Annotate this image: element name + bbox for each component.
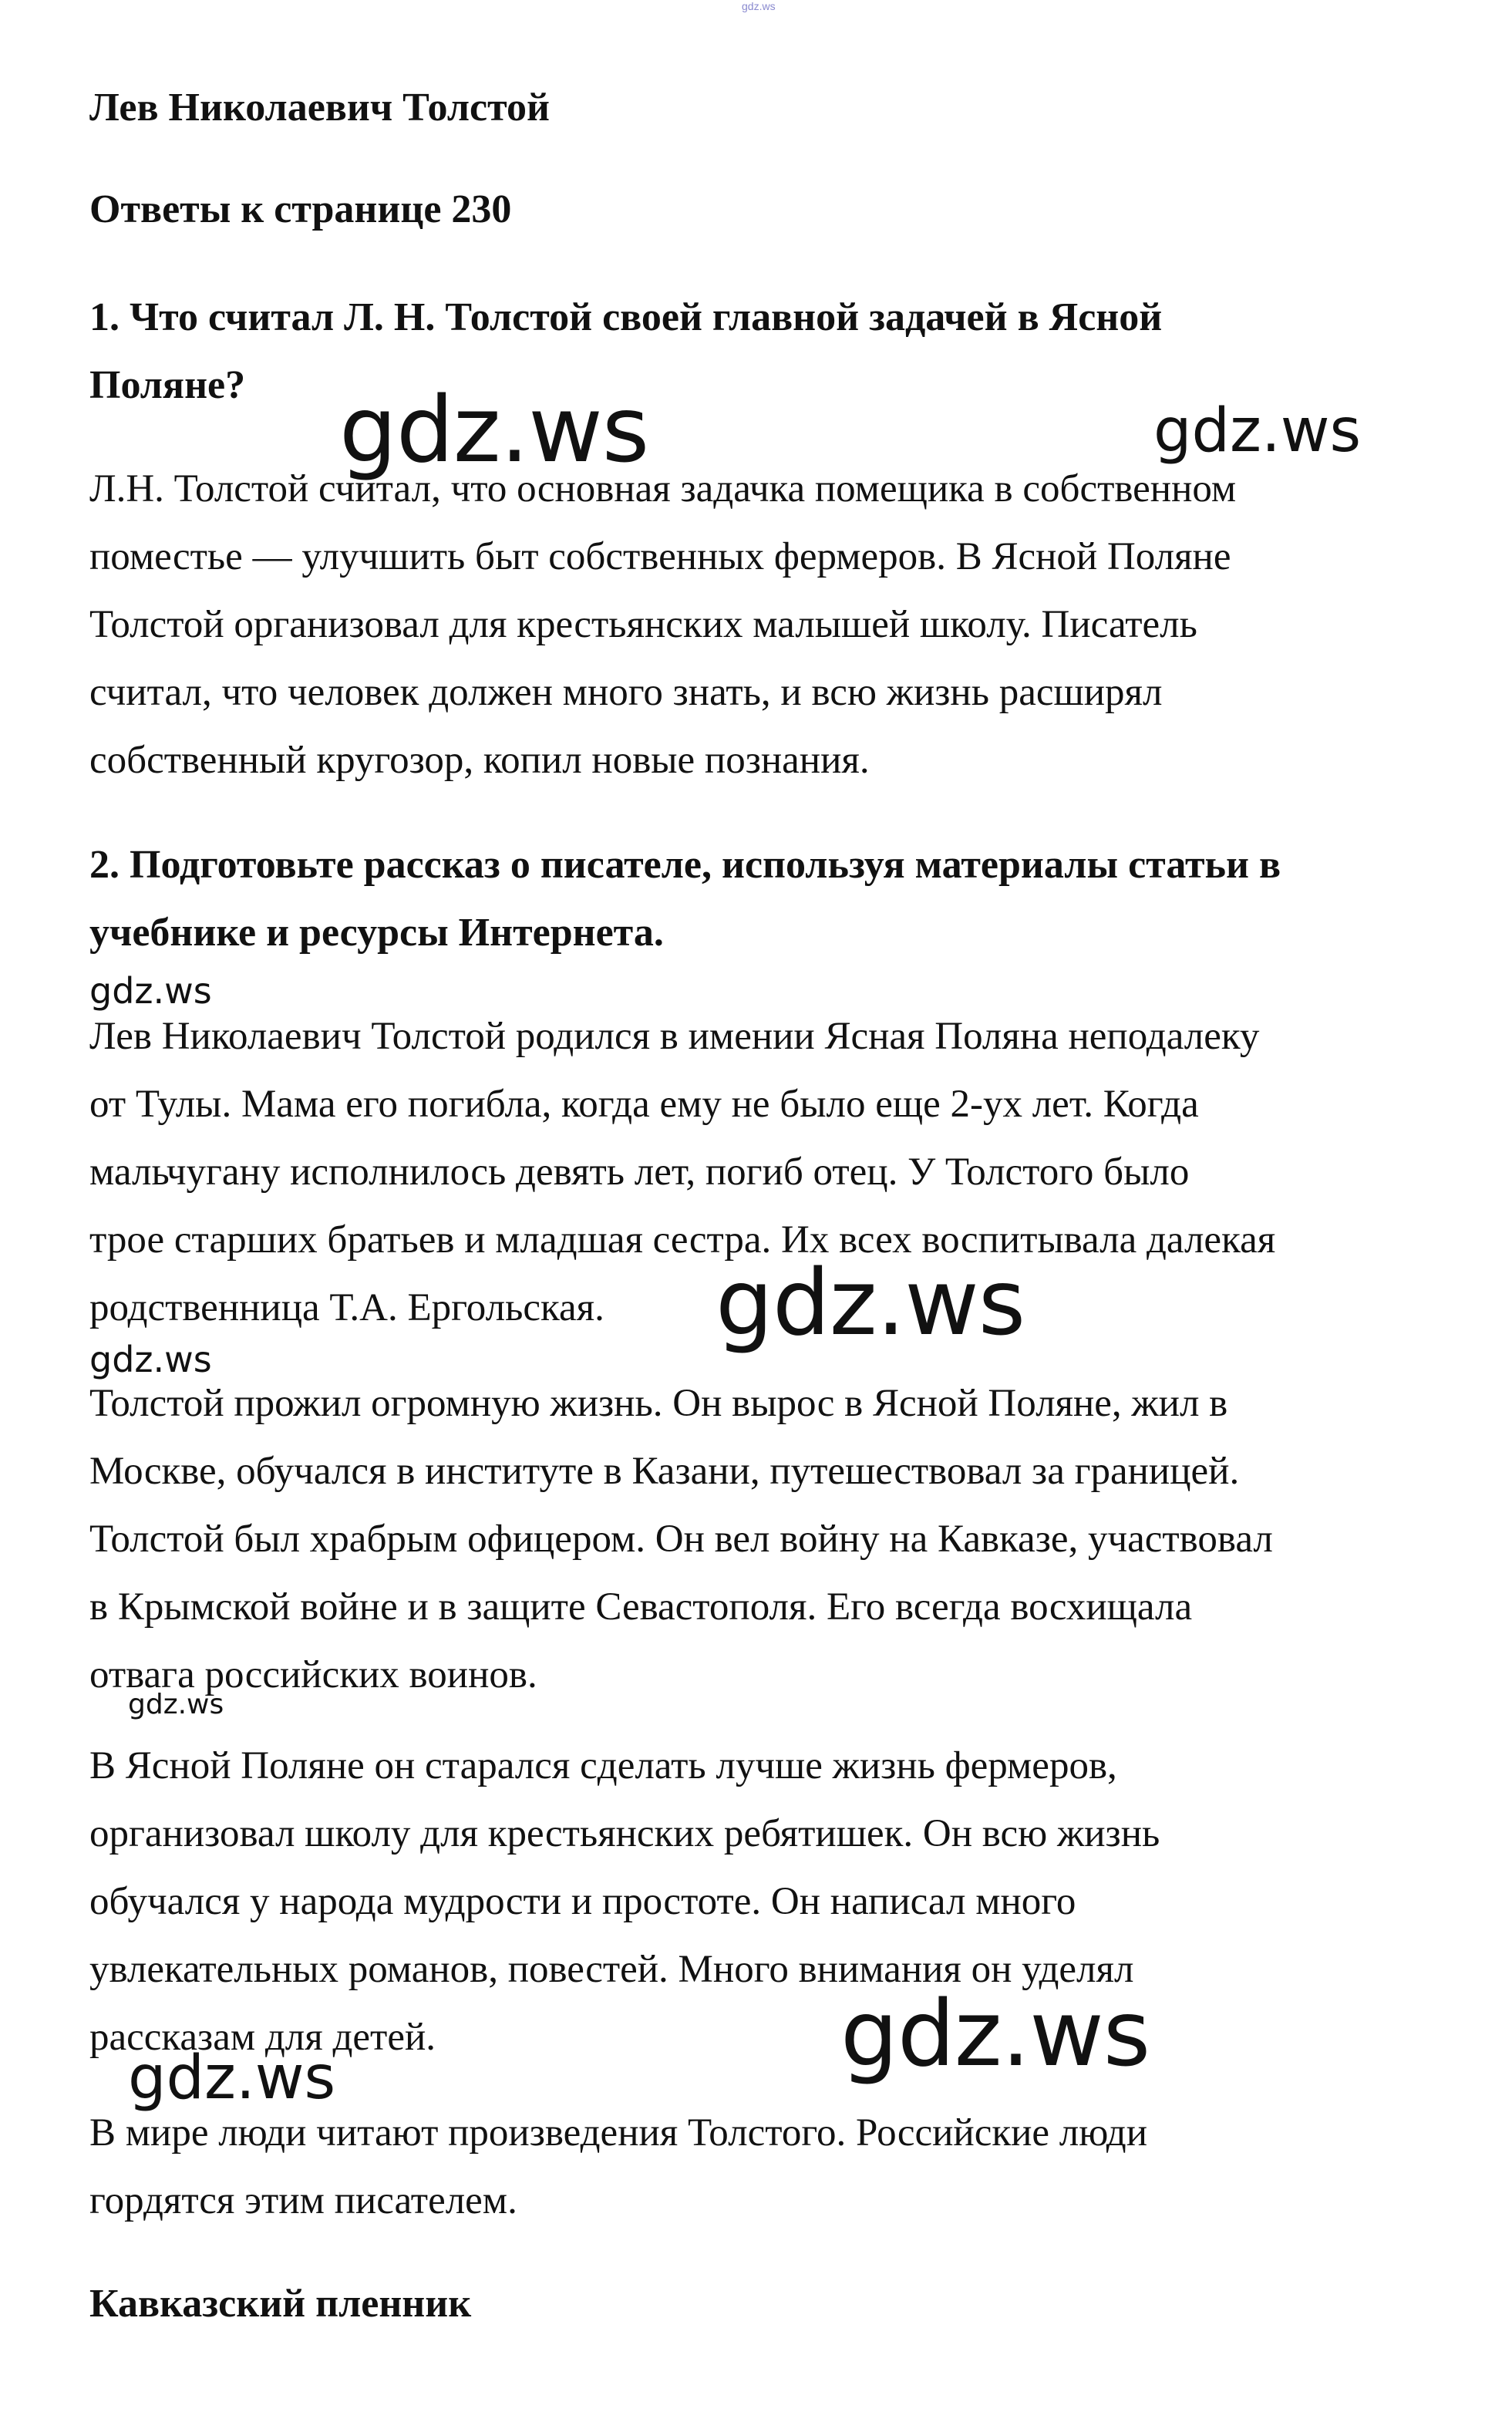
watermark: gdz.ws	[128, 1689, 224, 1720]
answer-2-paragraph-2: Толстой прожил огромную жизнь. Он вырос в Ясной Поляне, жил в Москве, обучался в институте в Казани, путешествовал за границей. Толстой был храбрым офицером. Он вел войну на Кавказе, участвовал в Крымской войне и в защите Севастополя. Его всегда восхищала отвага российских воинов.	[89, 1382, 1273, 1696]
question-2: 2. Подготовьте рассказ о писателе, используя материалы статьи в учебнике и ресурсы Интернета.	[89, 843, 1281, 955]
watermark: gdz.ws	[840, 1980, 1150, 2087]
watermark: gdz.ws	[89, 1339, 212, 1380]
question-1: 1. Что считал Л. Н. Толстой своей главной задачей в Ясной Поляне?	[89, 295, 1163, 407]
top-watermark: gdz.ws	[742, 0, 776, 12]
answer-2-paragraph-3: В Ясной Поляне он старался сделать лучше жизнь фермеров, организовал школу для крестьянских ребятишек. Он всю жизнь обучался у народа мудрости и простоте. Он написал много увлекательных романов, повестей. Много внимания он уделял рассказам для детей.	[89, 1744, 1160, 2059]
page-title: Лев Николаевич Толстой	[89, 86, 550, 130]
watermark: gdz.ws	[716, 1249, 1025, 1356]
next-section-heading: Кавказский пленник	[89, 2282, 472, 2326]
watermark: gdz.ws	[128, 2043, 336, 2113]
watermark: gdz.ws	[339, 376, 649, 483]
watermark: gdz.ws	[1153, 396, 1362, 466]
answer-2-paragraph-4: В мире люди читают произведения Толстого. Российские люди гордятся этим писателем.	[89, 2111, 1147, 2222]
answer-2-paragraph-1: Лев Николаевич Толстой родился в имении Ясная Поляна неподалеку от Тулы. Мама его погибла, когда ему не было еще 2-ух лет. Когда мальчугану исполнилось девять лет, погиб отец. У Толстого было трое старших братьев и младшая сестра. Их всех воспитывала далекая родственница Т.А. Ергольская.	[89, 1015, 1276, 1329]
watermark: gdz.ws	[89, 970, 212, 1012]
page-subtitle: Ответы к странице 230	[89, 187, 512, 231]
answer-1: Л.Н. Толстой считал, что основная задачка помещика в собственном поместье — улучшить быт собственных фермеров. В Ясной Поляне Толстой организовал для крестьянских малышей школу. Писатель считал, что человек должен много знать, и всю жизнь расширял собственный кругозор, копил новые познания.	[89, 467, 1237, 782]
